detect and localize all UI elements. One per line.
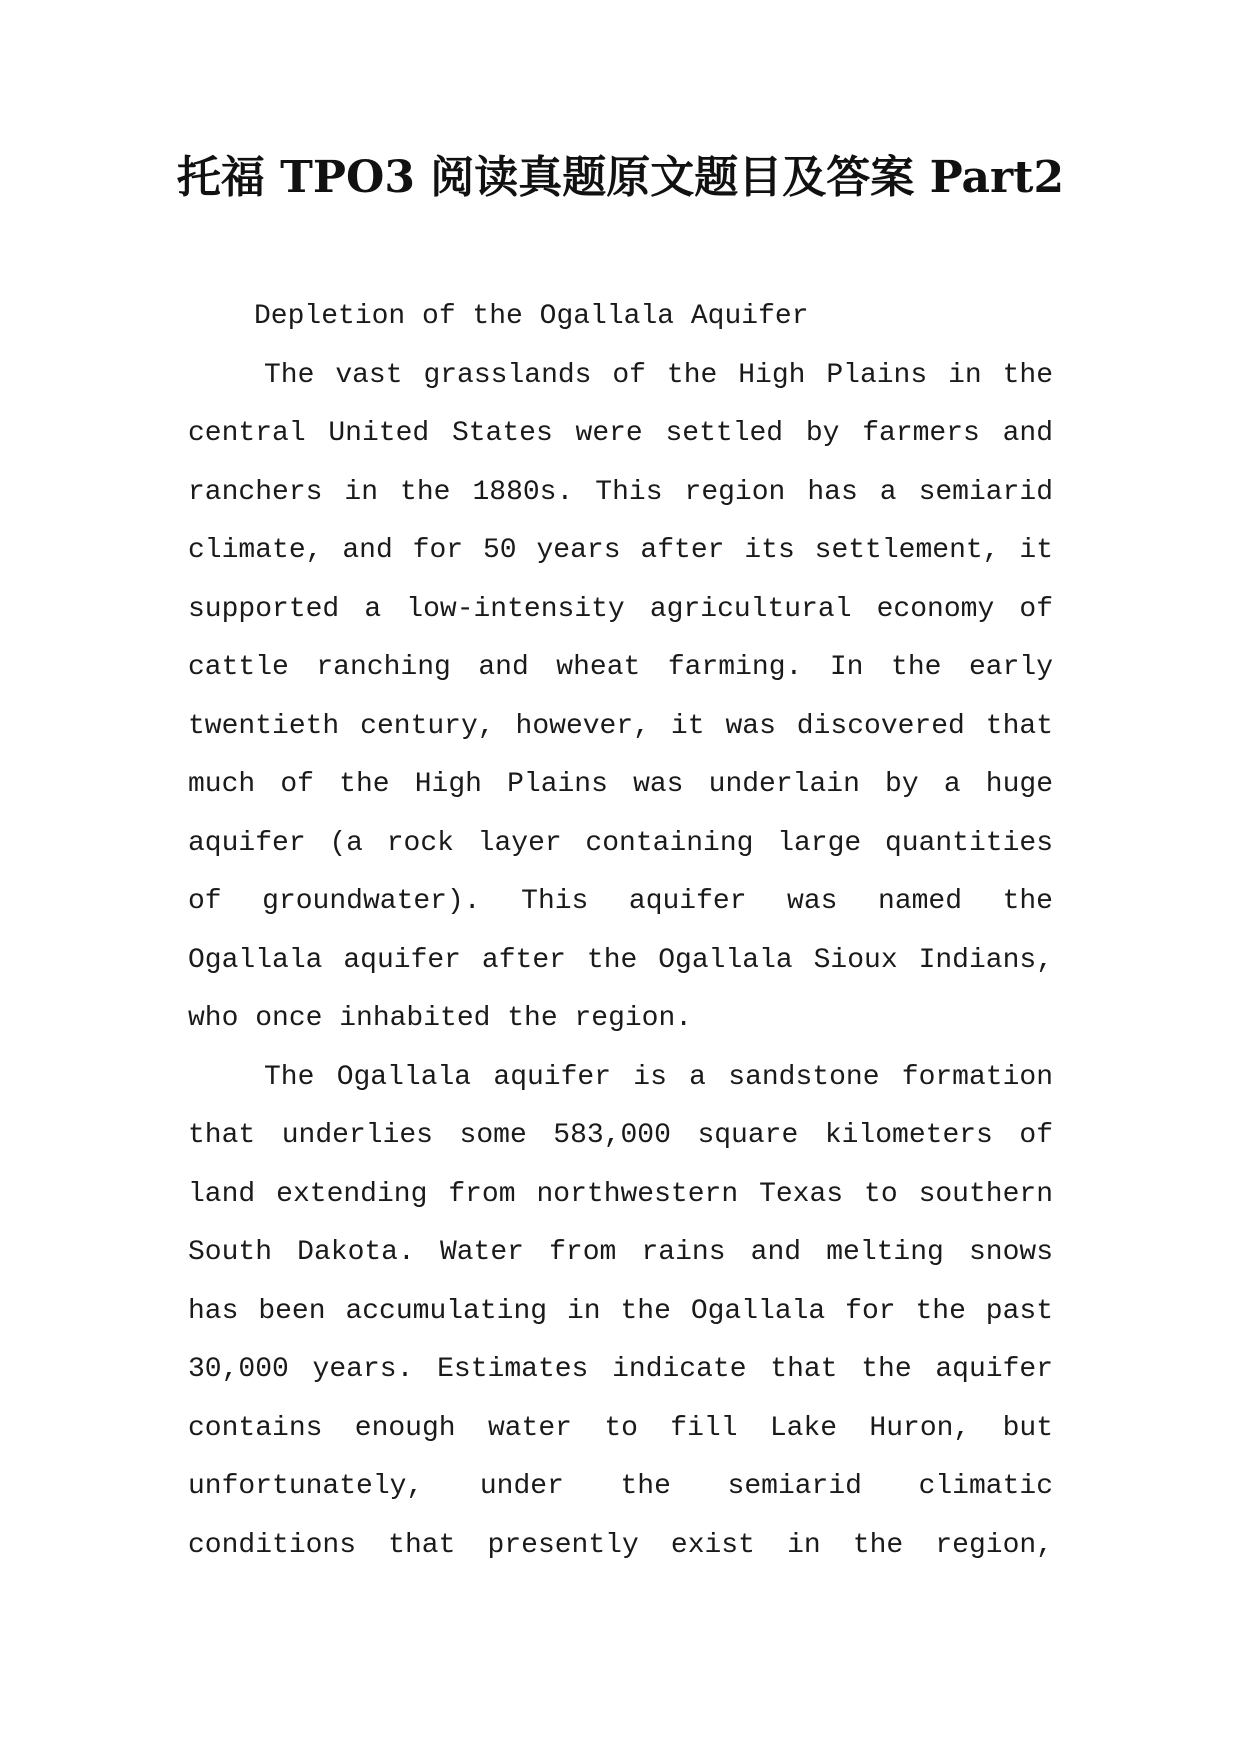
document-title: 托福 TPO3 阅读真题原文题目及答案 Part2 — [176, 152, 1065, 203]
article-body — [188, 288, 1053, 1575]
paragraph-2: The Ogallala aquifer is a sandstone formation that underlies some 583,000 square kilometers of land extending from northwestern Texas to southern South Dakota. Water from rains and melting snows has been accumulating in the Ogallala for the past 30,000 years. Estimates indicate that the aquifer contains enough water to fill Lake Huron, but unfortunately, under the semiarid climatic conditions that presently exist in the region, — [188, 1061, 1053, 1561]
paragraph-1: The vast grasslands of the High Plains in the central United States were settled by farmers and ranchers in the 1880s. This region has a semiarid climate, and for 50 years after its settlement, it supported a low-intensity agricultural economy of cattle ranching and wheat farming. In the early twentieth century, however, it was discovered that much of the High Plains was underlain by a huge aquifer (a rock layer containing large quantities of groundwater). This aquifer was named the Ogallala aquifer after the Ogallala Sioux Indians, who once inhabited the region. — [188, 359, 1053, 1034]
article-subheading: Depletion of the Ogallala Aquifer — [254, 301, 809, 332]
